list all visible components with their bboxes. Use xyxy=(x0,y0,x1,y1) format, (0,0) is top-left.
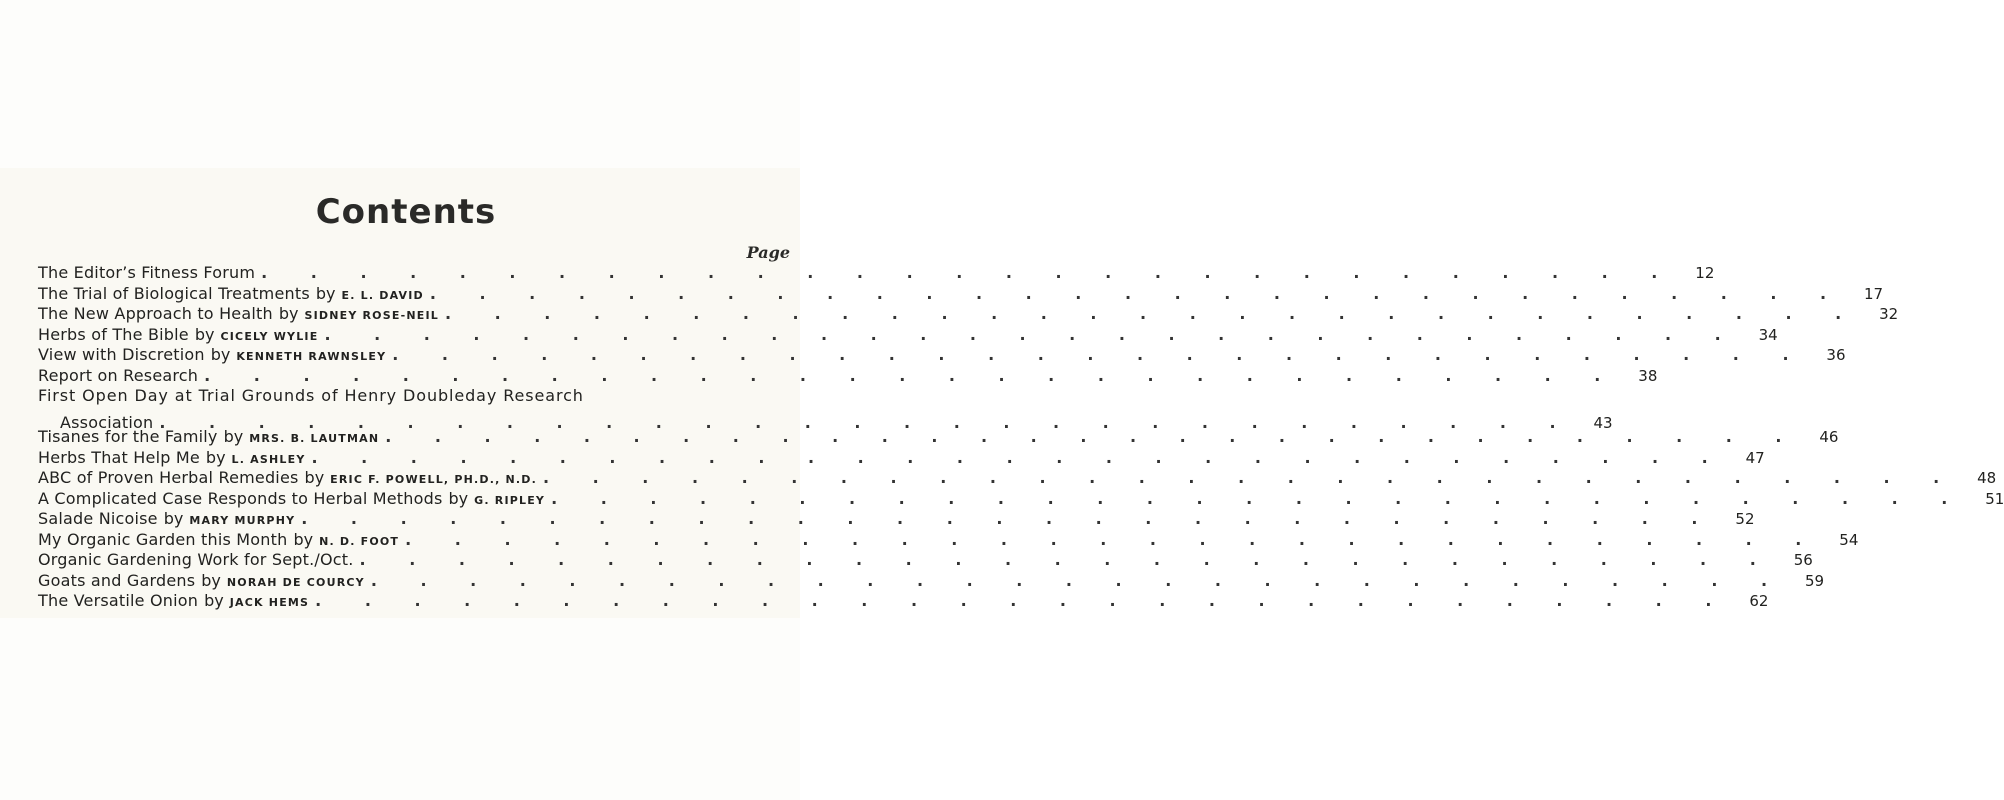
entry-by: by xyxy=(204,591,224,610)
entry-author: MRS. B. LAUTMAN xyxy=(249,432,380,445)
toc-entry[interactable] xyxy=(38,324,1778,346)
entry-title: First Open Day at Trial Grounds of Henry Doubleday Research xyxy=(38,386,584,405)
entry-by: by xyxy=(205,447,226,467)
entry-title: Herbs That Help Me xyxy=(38,447,200,467)
dot-leader: . . . . . . . . . . . . . . . . . . . . . . . . . . . . . xyxy=(543,468,1959,487)
entry-by: by xyxy=(163,509,184,528)
entry-by: by xyxy=(315,283,336,303)
dot-leader: . . . . . . . . . . . . . . . . . . . . . . . . . . . . . xyxy=(551,488,1967,508)
toc-entry[interactable] xyxy=(38,386,1613,432)
entry-title: The Editor’s Fitness Forum xyxy=(38,263,256,282)
entry-page-number: 43 xyxy=(1593,413,1613,432)
entry-page-number: 52 xyxy=(1735,510,1755,528)
entry-title: Tisanes for the Family xyxy=(38,427,218,446)
entry-by: by xyxy=(293,529,314,549)
entry-author: L. ASHLEY xyxy=(231,452,306,466)
entry-by: by xyxy=(223,427,244,446)
dot-leader: . . . . . . . . . . . . . . . . . . . . . . . . . . . . . xyxy=(301,509,1717,528)
entry-title: The Versatile Onion xyxy=(38,591,199,610)
table-of-contents xyxy=(38,263,2004,612)
entry-title: Herbs of The Bible xyxy=(38,324,189,344)
entry-author: KENNETH RAWNSLEY xyxy=(236,350,387,363)
entry-page-number: 32 xyxy=(1879,305,1899,323)
dot-leader: . . . . . . . . . . . . . . . . . . . . . . . . . . . . . xyxy=(429,283,1846,303)
entry-page-number: 51 xyxy=(1985,489,2004,508)
entry-title: Report on Research xyxy=(38,365,199,385)
toc-entry[interactable] xyxy=(38,509,1755,530)
dot-leader: . . . . . . . . . . . . . . . . . . . . . . . . . . . . . xyxy=(385,427,1801,446)
toc-entry[interactable] xyxy=(38,570,1825,592)
entry-by: by xyxy=(201,570,221,590)
entry-author: G. RIPLEY xyxy=(474,493,546,507)
entry-by: by xyxy=(448,488,469,508)
toc-entry[interactable] xyxy=(38,345,1846,366)
entry-page-number: 12 xyxy=(1695,264,1715,282)
toc-entry[interactable] xyxy=(38,447,1765,469)
entry-author: NORAH DE COURCY xyxy=(226,575,365,589)
entry-author: CICELY WYLIE xyxy=(220,329,319,343)
dot-leader: . . . . . . . . . . . . . . . . . . . . . . . . . . . . . xyxy=(370,570,1787,590)
entry-page-number: 34 xyxy=(1758,325,1778,344)
entry-author: N. D. FOOT xyxy=(319,534,400,548)
entry-title: View with Discretion xyxy=(38,345,205,364)
toc-entry[interactable] xyxy=(38,591,1769,612)
dot-leader: . . . . . . . . . . . . . . . . . . . . . . . . . . . . . xyxy=(204,365,1620,385)
dot-leader: . . . . . . . . . . . . . . . . . . . . . . . . . . . . . xyxy=(444,304,1861,323)
toc-entry[interactable] xyxy=(38,529,1859,551)
toc-entry[interactable] xyxy=(38,283,1884,305)
contents-heading: Contents xyxy=(315,192,497,232)
entry-title: ABC of Proven Herbal Remedies xyxy=(38,468,299,487)
entry-by: by xyxy=(304,468,325,487)
entry-page-number: 38 xyxy=(1638,366,1658,385)
entry-page-number: 56 xyxy=(1793,551,1813,569)
toc-entry[interactable] xyxy=(38,304,1899,325)
entry-title: A Complicated Case Responds to Herbal Methods xyxy=(38,488,443,508)
entry-title: Organic Gardening Work for Sept./Oct. xyxy=(38,550,354,569)
toc-entry[interactable] xyxy=(38,427,1839,448)
entry-author: E. L. DAVID xyxy=(341,288,424,302)
dot-leader: . . . . . . . . . . . . . . . . . . . . . . . . . . . . . xyxy=(315,591,1731,610)
dot-leader: . . . . . . . . . . . . . . . . . . . . . . . . . . . . . xyxy=(324,324,1740,344)
toc-entry[interactable] xyxy=(38,263,1715,284)
toc-entry[interactable] xyxy=(38,468,1997,489)
entry-page-number: 36 xyxy=(1826,346,1846,364)
page-column-label: Page xyxy=(746,243,790,262)
entry-by: by xyxy=(210,345,231,364)
entry-title: My Organic Garden this Month xyxy=(38,529,288,549)
entry-author: MARY MURPHY xyxy=(189,514,296,527)
dot-leader: . . . . . . . . . . . . . . . . . . . . . . . . . . . . . xyxy=(405,529,1821,549)
toc-entry[interactable] xyxy=(38,365,1658,387)
entry-page-number: 54 xyxy=(1839,530,1859,549)
entry-author: ERIC F. POWELL, PH.D., N.D. xyxy=(330,473,537,486)
toc-entry[interactable] xyxy=(38,488,2004,510)
entry-page-number: 17 xyxy=(1864,284,1884,303)
dot-leader: . . . . . . . . . . . . . . . . . . . . . . . . . . . . . xyxy=(261,263,1677,282)
dot-leader: . . . . . . . . . . . . . . . . . . . . . . . . . . . . . xyxy=(392,345,1808,364)
entry-page-number: 47 xyxy=(1745,448,1765,467)
entry-title-continued: Association xyxy=(60,412,154,432)
entry-author: SIDNEY ROSE-NEIL xyxy=(304,309,439,322)
dot-leader: . . . . . . . . . . . . . . . . . . . . . . . . . . . . . xyxy=(359,550,1775,569)
entry-title: The Trial of Biological Treatments xyxy=(38,283,310,303)
dot-leader: . . . . . . . . . . . . . . . . . . . . . . . . . . . . . xyxy=(159,412,1575,432)
entry-author: JACK HEMS xyxy=(229,596,310,609)
entry-title: Salade Nicoise xyxy=(38,509,158,528)
entry-page-number: 46 xyxy=(1819,428,1839,446)
dot-leader: . . . . . . . . . . . . . . . . . . . . . . . . . . . . . xyxy=(311,447,1727,467)
entry-page-number: 62 xyxy=(1749,592,1769,610)
entry-by: by xyxy=(194,324,215,344)
entry-title: Goats and Gardens xyxy=(38,570,196,590)
entry-page-number: 59 xyxy=(1804,571,1825,590)
toc-entry[interactable] xyxy=(38,550,1813,571)
entry-by: by xyxy=(278,304,299,323)
entry-page-number: 48 xyxy=(1977,469,1997,487)
entry-title: The New Approach to Health xyxy=(38,304,273,323)
